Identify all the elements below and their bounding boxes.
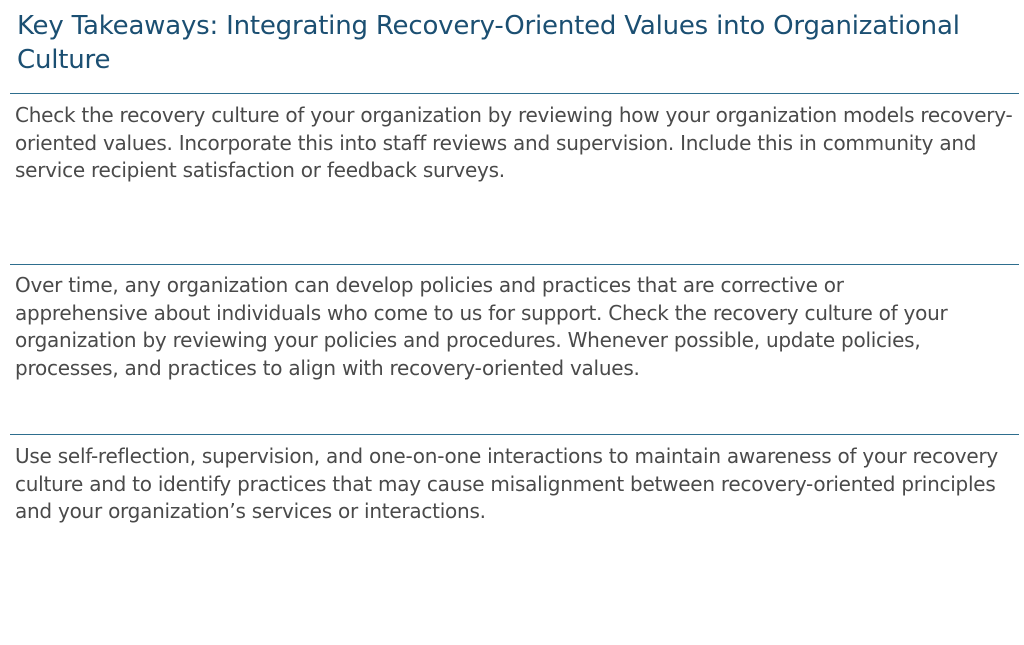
page-title: Key Takeaways: Integrating Recovery-Oriented Values into Organizational Culture	[17, 11, 960, 75]
section-divider	[10, 264, 1019, 265]
section-divider	[10, 93, 1019, 94]
section-divider	[10, 434, 1019, 435]
takeaway-paragraph-3: Use self-reflection, supervision, and one-on-one interactions to maintain awareness of your recovery culture and to identify practices that may cause misalignment between recovery-oriented principles and your organization’s services or interactions.	[15, 444, 999, 523]
takeaway-paragraph-2: Over time, any organization can develop policies and practices that are corrective or apprehensive about individuals who come to us for support. Check the recovery culture of your organization by reviewing your policies and procedures. Whenever possible, update policies, processes, and practices to align with recovery-oriented values.	[15, 273, 948, 380]
takeaway-paragraph-1: Check the recovery culture of your organization by reviewing how your organization models recovery-oriented values. Incorporate this into staff reviews and supervision. Include this in community and service recipient satisfaction or feedback surveys.	[15, 103, 1013, 182]
